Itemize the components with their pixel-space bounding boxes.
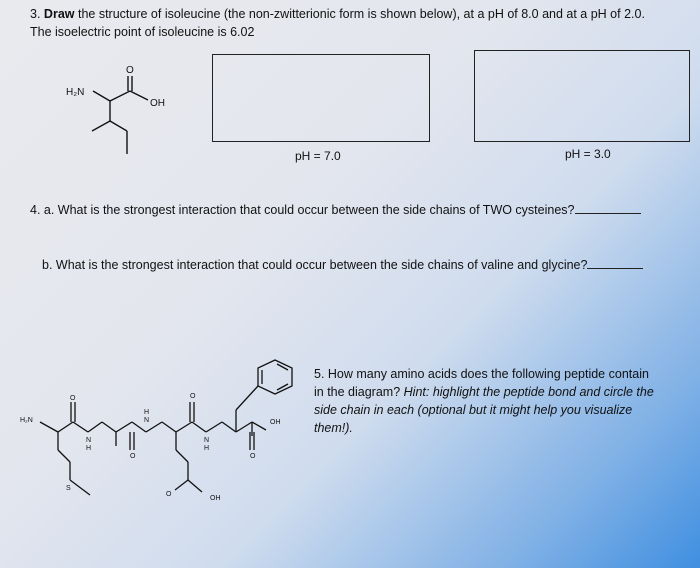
- mol-h2n-label: H₂N: [66, 87, 85, 98]
- q4a-line: 4. a. What is the strongest interaction that could occur between the side chains of TWO cysteines?: [30, 202, 641, 218]
- q5-line2: in the diagram? Hint: highlight the peptide bond and circle the: [314, 385, 654, 399]
- peptide-s-label: S: [66, 485, 71, 492]
- peptide-h2n-label: H₂N: [20, 417, 33, 424]
- peptide-oh-1: OH: [270, 419, 281, 426]
- ph-right-label: pH = 3.0: [565, 147, 611, 161]
- q3-line2: The isoelectric point of isoleucine is 6.02: [30, 25, 255, 39]
- q4b-line: b. What is the strongest interaction that could occur between the side chains of valine and glycine?: [42, 257, 643, 273]
- q3-line1: 3. Draw the structure of isoleucine (the non-zwitterionic form is shown below), at a pH of 8.0 and at a pH of 2.0.: [30, 7, 645, 21]
- peptide-o-1: O: [70, 395, 76, 402]
- isoleucine-structure: [60, 64, 190, 164]
- mol-o-label: O: [126, 65, 134, 76]
- q4a-answer-blank[interactable]: [575, 213, 641, 214]
- peptide-n-1: N: [86, 437, 92, 444]
- answer-box-left[interactable]: [212, 54, 430, 142]
- peptide-oh-2: OH: [210, 495, 221, 502]
- q5-line1: 5. How many amino acids does the following peptide contain: [314, 367, 649, 381]
- peptide-o-5: O: [166, 491, 172, 498]
- answer-box-right[interactable]: [474, 50, 690, 142]
- peptide-n-3: N: [204, 437, 210, 444]
- peptide-h-1: H: [86, 445, 92, 452]
- peptide-o-2: O: [130, 453, 136, 460]
- peptide-h-2: H: [144, 409, 150, 416]
- q5-line4: them!).: [314, 421, 353, 435]
- q4b-answer-blank[interactable]: [587, 268, 643, 269]
- q5-line3: side chain in each (optional but it might help you visualize: [314, 403, 633, 417]
- peptide-n-2: N: [144, 417, 150, 424]
- peptide-o-4: O: [250, 453, 256, 460]
- peptide-structure: [20, 350, 310, 510]
- ph-left-label: pH = 7.0: [295, 149, 341, 163]
- peptide-h-3: H: [204, 445, 210, 452]
- peptide-o-3: O: [190, 393, 196, 400]
- mol-oh-label: OH: [150, 98, 165, 109]
